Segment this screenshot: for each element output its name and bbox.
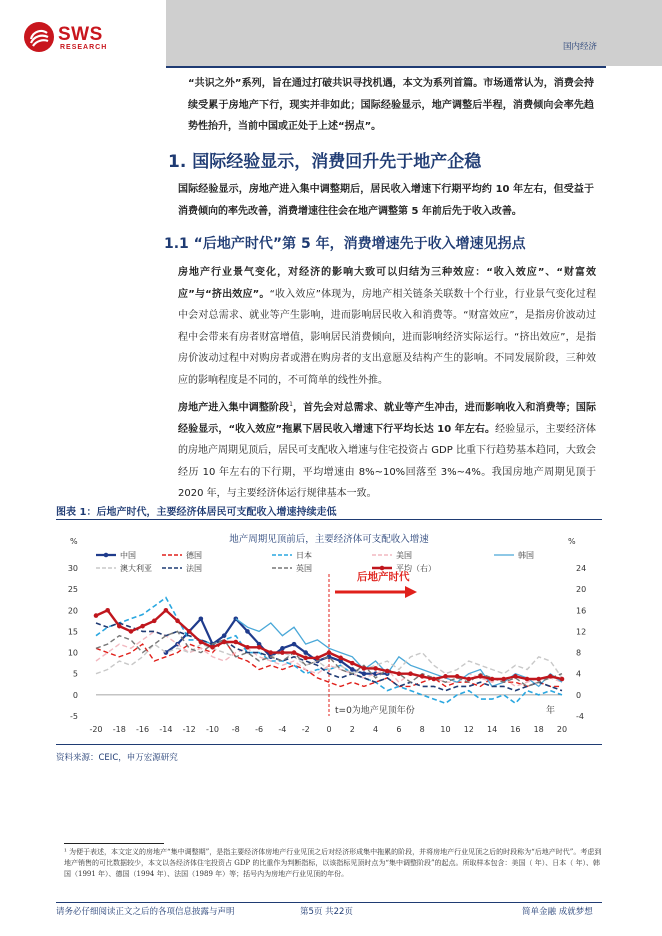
- legend-marker: [104, 553, 109, 558]
- subsection-heading: 1.1 “后地产时代”第 5 年，消费增速先于收入增速见拐点: [164, 236, 526, 252]
- section-summary: 国际经验显示，房地产进入集中调整期后，居民收入增速下行期平均约 10 年左右，但受益于消费倾向的率先改善，消费增速往往会在地产调整第 5 年前后先于收入改善。: [178, 184, 594, 217]
- paragraph-adjustment: [178, 394, 596, 505]
- intro-paragraph: “共识之外”系列，旨在通过打破共识寻找机遇，本文为系列首篇。市场通常认为，消费会持续受累于房地产下行，现实并非如此；国际经验显示，地产调整后半程，消费倾向会率先趋势性抬升，当前中国或正处于上述“拐点”。: [188, 78, 594, 132]
- x-tick-label: -18: [112, 725, 126, 734]
- x-tick-label: 4: [373, 725, 379, 734]
- series-point: [478, 674, 483, 679]
- footnote-rule: [64, 843, 164, 844]
- series-point: [490, 677, 495, 682]
- series-point: [280, 646, 285, 651]
- header-band: [166, 0, 662, 66]
- section-tag: 国内经济: [563, 42, 598, 52]
- series-point: [443, 674, 448, 679]
- x-tick-label: -14: [159, 725, 173, 734]
- chart-title: 地产周期见顶前后，主要经济体可支配收入增速: [229, 534, 429, 545]
- x-tick-label: 14: [487, 725, 498, 734]
- x-tick-label: 8: [419, 725, 425, 734]
- legend-label: 日本: [296, 551, 312, 560]
- series-point: [245, 629, 250, 634]
- series-point: [420, 674, 425, 679]
- series-point: [292, 642, 297, 647]
- legend-label: 澳大利亚: [120, 564, 152, 573]
- paragraph-effects: [178, 262, 596, 391]
- legend-label: 平均（右）: [396, 564, 436, 573]
- header-rule: [166, 66, 606, 68]
- income-growth-chart: [56, 522, 602, 742]
- series-point: [105, 608, 110, 613]
- section-heading: 1. 国际经验显示，消费回升先于地产企稳: [168, 152, 482, 172]
- y-tick-right: 4: [576, 669, 582, 679]
- y-tick-right: 16: [576, 606, 587, 616]
- series-point: [94, 613, 99, 618]
- logo-subtext: RESEARCH: [60, 44, 108, 51]
- footer-rule: [56, 902, 602, 903]
- x-tick-label: 2: [349, 725, 355, 734]
- series-point: [303, 650, 308, 655]
- series-point: [467, 677, 472, 682]
- figure-source: 资料来源：CEIC，申万宏源研究: [56, 753, 178, 763]
- footer-brand: 简单金融 成就梦想: [522, 907, 593, 917]
- left-axis-unit: %: [70, 537, 78, 546]
- series-point: [175, 619, 180, 624]
- x-tick-label: -16: [136, 725, 150, 734]
- series-point: [222, 640, 227, 645]
- x-tick-label: 0: [326, 725, 332, 734]
- x-tick-label: -10: [205, 725, 220, 734]
- series-point: [268, 650, 273, 655]
- series-point: [327, 650, 332, 655]
- y-tick-right: 0: [576, 690, 582, 700]
- series-point: [362, 671, 367, 676]
- series-point: [303, 656, 308, 661]
- y-tick-left: 0: [72, 690, 78, 700]
- logo-text: SWS: [58, 24, 103, 45]
- x-tick-label: -20: [89, 725, 103, 734]
- y-tick-right: -4: [576, 712, 584, 721]
- series-point: [257, 645, 262, 650]
- y-tick-left: 15: [67, 627, 78, 637]
- series-point: [373, 666, 378, 671]
- y-tick-right: 24: [576, 564, 587, 573]
- series-point: [338, 656, 343, 661]
- legend-label: 美国: [396, 551, 412, 560]
- series-point: [199, 616, 204, 621]
- legend-label: 德国: [186, 551, 202, 560]
- y-tick-left: -5: [70, 712, 78, 721]
- x-tick-label: 20: [556, 725, 568, 734]
- x-axis-caption: t=0为地产见顶年份: [335, 706, 415, 716]
- footer-disclaimer[interactable]: 请务必仔细阅读正文之后的各项信息披露与声明: [56, 907, 235, 917]
- series-point: [164, 608, 169, 613]
- x-axis-label: 年: [546, 706, 556, 716]
- x-tick-label: 18: [533, 725, 544, 734]
- footnote-ref[interactable]: 1: [289, 401, 293, 408]
- x-tick-label: -12: [182, 725, 196, 734]
- y-tick-right: 8: [576, 648, 582, 658]
- series-point: [292, 650, 297, 655]
- y-tick-left: 20: [67, 606, 78, 616]
- series-point: [408, 671, 413, 676]
- annotation-arrow-head: [405, 586, 417, 598]
- x-tick-label: 12: [463, 725, 474, 734]
- logo-icon: [24, 22, 54, 52]
- figure-rule-bottom: [56, 744, 602, 745]
- series-point: [152, 619, 157, 624]
- series-point: [362, 666, 367, 671]
- series-point: [140, 624, 145, 629]
- series-point: [117, 624, 122, 629]
- paragraph-body: “收入效应”体现为，房地产相关链条关联数十个行业，行业景气变化过程中会对总需求、就业等产生影响，进而影响居民收入和消费等。“财富效应”，是指房价波动过程中会带来有房者财富增值，影响居民消费倾向，进而影响经济实际运行。“挤出效应”，是指房价波动过程中对购房者或潜在购房者的支出意愿及结构产生的影响。不同发展阶段，三种效应的影响程度是不同的，不可简单的线性外推。: [178, 288, 596, 386]
- series-point: [222, 633, 227, 638]
- legend-label: 韩国: [518, 551, 534, 560]
- page-number: 第5页 共22页: [300, 907, 353, 917]
- y-tick-right: 20: [576, 585, 587, 595]
- legend-label: 中国: [120, 551, 136, 560]
- series-point: [210, 645, 215, 650]
- series-point: [280, 650, 285, 655]
- figure-title: 图表 1：后地产时代，主要经济体居民可支配收入增速持续走低: [56, 507, 337, 518]
- y-tick-left: 5: [72, 669, 78, 679]
- right-axis-unit: %: [568, 537, 576, 546]
- legend-label: 英国: [296, 564, 312, 573]
- x-tick-label: -4: [278, 725, 287, 734]
- y-tick-left: 30: [67, 564, 78, 573]
- y-tick-right: 12: [576, 627, 587, 637]
- series-point: [187, 629, 192, 634]
- series-point: [501, 677, 506, 682]
- paragraph-lead: 房地产进入集中调整阶段: [178, 402, 290, 414]
- x-tick-label: -6: [255, 725, 264, 734]
- series-point: [315, 656, 320, 661]
- series-point: [536, 677, 541, 682]
- annotation-label: 后地产时代: [357, 571, 410, 583]
- series-point: [432, 677, 437, 682]
- x-tick-label: 16: [510, 725, 521, 734]
- series-point: [455, 674, 460, 679]
- series-point: [548, 674, 553, 679]
- legend-marker: [380, 566, 385, 571]
- series-point: [350, 667, 355, 672]
- series-point: [350, 661, 355, 666]
- y-tick-left: 10: [67, 648, 78, 658]
- series-point: [129, 629, 134, 634]
- paragraph-lead-cont: ，首先会对总需求、就业等产生冲击，进而影响收入和消费等；国际经验显示，“收入效应”拖累下居民收入增速下行平均长达 10 年左右。: [178, 402, 597, 435]
- series-point: [199, 640, 204, 645]
- series-point: [560, 677, 565, 682]
- x-tick-label: -2: [301, 725, 310, 734]
- legend-label: 法国: [186, 564, 202, 573]
- figure-rule-top: [56, 519, 602, 520]
- series-point: [234, 640, 239, 645]
- y-tick-left: 25: [67, 585, 78, 595]
- series-point: [385, 669, 390, 674]
- x-tick-label: 6: [396, 725, 402, 734]
- series-point: [245, 645, 250, 650]
- paragraph-lead: 房地产行业景气变化，对经济的影响大致可以归结为三种效应：“收入效应”、“财富效应”与“挤出效应”。: [178, 267, 596, 300]
- paragraph-body: 经验显示，主要经济体的房地产周期见顶后，居民可支配收入增速与住宅投资占 GDP 比重下行趋势基本趋同，大致会经历 10 年左右的下行期，平均增速由 8%~10%回落至 3%~4%。我国房地产周期见顶于 2020 年，与主要经济体运行规律基本一致。: [178, 423, 596, 500]
- series-point: [525, 677, 530, 682]
- x-tick-label: -8: [231, 725, 240, 734]
- series-point: [513, 674, 518, 679]
- footnote: ¹ 为便于表述，本文定义的房地产“集中调整期”，是指主要经济体房地产行业见顶之后对经济形成集中拖累的阶段，并将房地产行业见顶之后的时段称为“后地产时代”。考虑到地产销售的可比数据较少，本文以各经济体住宅投资占 GDP 的比重作为判断指标，以该指标见顶时点为“集中调整阶段”的起点。所取样本包含：美国（ 年）、日本（ 年）、韩国（1991 年）、德国（1994 年）、法国（1989 年）等；括号内为房地产行业见顶的年份。: [64, 848, 602, 878]
- series-point: [397, 671, 402, 676]
- x-tick-label: 10: [440, 725, 451, 734]
